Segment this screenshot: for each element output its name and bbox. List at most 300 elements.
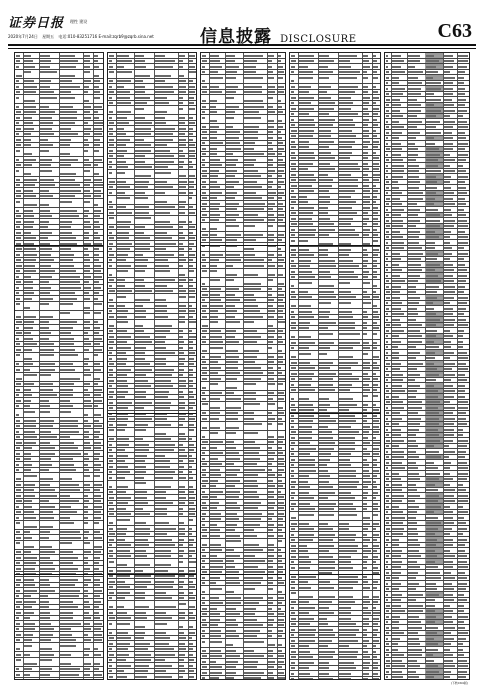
cell-text: [155, 665, 172, 667]
cell-text: [373, 305, 377, 307]
cell-text: [84, 106, 91, 108]
cell-text: [363, 475, 370, 477]
cell-text: [339, 497, 355, 499]
cell-text: [339, 508, 356, 510]
cell-text: [210, 513, 221, 515]
cell-text: [40, 484, 50, 486]
cell-text: [117, 369, 131, 371]
cell-text: [226, 316, 235, 318]
cell-text: [210, 330, 221, 332]
cell-text: [210, 106, 216, 108]
cell-text: [268, 524, 274, 526]
cell-text: [155, 522, 169, 524]
cell-text: [291, 157, 296, 159]
cell-text: [291, 378, 295, 380]
cell-text: [210, 650, 221, 652]
cell-text: [202, 447, 206, 449]
cell-text: [60, 60, 78, 62]
cell-text: [135, 161, 145, 163]
cell-text: [16, 389, 20, 391]
cell-text: [60, 210, 77, 212]
cell-text: [210, 560, 223, 562]
cell-text: [117, 221, 131, 223]
cell-text: [109, 575, 113, 577]
cell-text: [268, 549, 274, 551]
cell-text: [155, 575, 175, 577]
cell-text: [373, 124, 378, 126]
cell-text: [94, 66, 99, 68]
table-row: [108, 106, 196, 115]
cell-text: [319, 623, 328, 625]
cell-text: [299, 119, 314, 121]
cell-text: [299, 508, 315, 510]
cell-text: [268, 71, 273, 73]
cell-text: [135, 550, 146, 552]
cell-text: [40, 500, 49, 502]
cell-text: [291, 196, 296, 198]
cell-text: [363, 587, 370, 589]
cell-text: [40, 506, 55, 508]
cell-text: [60, 179, 75, 181]
cell-text: [299, 130, 314, 132]
cell-text: [155, 466, 170, 468]
cell-text: [109, 670, 112, 672]
cell-text: [299, 459, 315, 461]
cell-text: [210, 347, 223, 349]
table-row: [290, 512, 380, 521]
cell-text: [109, 347, 113, 349]
cell-text: [135, 316, 146, 318]
cell-text: [40, 237, 48, 239]
cell-text: [84, 86, 89, 88]
cell-text: [84, 139, 88, 141]
cell-text: [117, 665, 131, 667]
cell-text: [40, 628, 54, 630]
cell-text: [339, 179, 358, 181]
cell-text: [244, 588, 255, 590]
cell-text: [299, 271, 312, 273]
cell-text: [16, 128, 21, 130]
cell-text: [226, 624, 238, 626]
cell-text: [60, 321, 77, 323]
cell-text: [299, 342, 315, 344]
cell-text: [117, 676, 127, 678]
cell-text: [24, 358, 32, 360]
cell-text: [24, 237, 36, 239]
cell-text: [244, 192, 256, 194]
cell-text: [40, 668, 52, 670]
cell-text: [135, 676, 147, 678]
cell-text: [117, 407, 128, 409]
cell-text: [84, 562, 88, 564]
cell-text: [135, 128, 151, 130]
cell-text: [179, 369, 184, 371]
cell-text: [155, 358, 166, 360]
cell-text: [94, 226, 100, 228]
cell-text: [60, 122, 75, 124]
cell-text: [268, 192, 276, 194]
cell-text: [373, 254, 378, 256]
cell-text: [373, 395, 378, 397]
cell-text: [24, 623, 35, 625]
cell-text: [135, 402, 152, 404]
cell-text: [135, 305, 143, 307]
cell-text: [94, 590, 102, 592]
cell-text: [16, 60, 20, 62]
cell-text: [226, 153, 233, 155]
cell-text: [373, 168, 379, 170]
cell-text: [40, 287, 51, 289]
cell-text: [210, 641, 222, 643]
cell-text: [24, 60, 33, 62]
cell-text: [179, 385, 186, 387]
cell-text: [60, 489, 80, 491]
cell-text: [94, 106, 102, 108]
cell-text: [339, 442, 355, 444]
cell-text: [363, 108, 368, 110]
cell-text: [155, 133, 173, 135]
cell-text: [40, 106, 49, 108]
cell-text: [135, 482, 146, 484]
cell-text: [24, 679, 36, 680]
cell-text: [24, 674, 30, 676]
cell-text: [363, 556, 368, 558]
cell-text: [319, 607, 329, 609]
cell-text: [94, 442, 101, 444]
cell-text: [40, 91, 54, 93]
cell-text: [299, 55, 314, 57]
cell-text: [24, 173, 31, 175]
cell-text: [291, 534, 294, 536]
cell-text: [155, 632, 166, 634]
cell-text: [94, 139, 100, 141]
cell-text: [363, 207, 370, 209]
cell-text: [202, 219, 205, 221]
cell-text: [94, 237, 100, 239]
cell-text: [210, 469, 220, 471]
cell-text: [299, 362, 310, 364]
section-divider: [15, 574, 103, 575]
cell-text: [339, 437, 355, 439]
cell-text: [291, 327, 296, 329]
cell-text: [155, 586, 173, 588]
cell-text: [109, 325, 114, 327]
cell-text: [24, 654, 30, 656]
cell-text: [94, 389, 102, 391]
cell-text: [117, 102, 131, 104]
cell-text: [24, 568, 35, 570]
cell-text: [109, 192, 112, 194]
cell-text: [40, 674, 50, 676]
cell-text: [268, 588, 273, 590]
cell-text: [179, 424, 183, 426]
cell-text: [291, 276, 295, 278]
cell-text: [40, 190, 49, 192]
cell-text: [109, 418, 115, 420]
cell-text: [363, 612, 371, 614]
cell-text: [244, 672, 264, 674]
cell-text: [117, 86, 124, 88]
cell-text: [339, 459, 350, 461]
cell-text: [179, 617, 185, 619]
cell-text: [189, 497, 195, 499]
cell-text: [278, 535, 283, 537]
cell-text: [109, 407, 113, 409]
cell-text: [189, 486, 193, 488]
cell-text: [278, 310, 283, 312]
cell-text: [319, 601, 332, 603]
cell-text: [363, 503, 367, 505]
cell-text: [60, 232, 72, 234]
table-row: [290, 571, 380, 580]
cell-text: [226, 181, 239, 183]
cell-text: [291, 556, 296, 558]
cell-text: [117, 564, 127, 566]
cell-text: [299, 437, 312, 439]
cell-text: [319, 276, 331, 278]
cell-text: [363, 60, 369, 62]
cell-text: [299, 234, 315, 236]
cell-text: [291, 607, 294, 609]
cell-text: [135, 429, 146, 431]
cell-text: [94, 628, 101, 630]
cell-text: [16, 332, 22, 334]
cell-text: [84, 458, 89, 460]
cell-text: [117, 91, 130, 93]
cell-text: [40, 447, 55, 449]
cell-text: [202, 197, 207, 199]
cell-text: [155, 670, 166, 672]
cell-text: [268, 571, 274, 573]
cell-text: [244, 361, 255, 363]
cell-text: [373, 229, 377, 231]
cell-text: [155, 643, 169, 645]
table-row: [201, 95, 285, 104]
cell-text: [117, 508, 126, 510]
cell-text: [202, 502, 206, 504]
cell-text: [135, 391, 146, 393]
table-row: [290, 75, 380, 84]
cell-text: [24, 663, 37, 665]
cell-text: [94, 363, 100, 365]
cell-text: [84, 679, 91, 680]
cell-text: [202, 208, 206, 210]
cell-text: [210, 619, 220, 621]
cell-text: [189, 71, 196, 73]
cell-text: [291, 404, 295, 406]
cell-text: [109, 206, 113, 208]
cell-text: [244, 571, 265, 573]
cell-text: [226, 529, 235, 531]
cell-text: [109, 497, 114, 499]
cell-text: [339, 576, 358, 578]
cell-text: [278, 555, 282, 557]
cell-text: [24, 601, 36, 603]
cell-text: [268, 458, 274, 460]
cell-text: [319, 426, 328, 428]
cell-text: [109, 161, 112, 163]
cell-text: [109, 316, 114, 318]
cell-text: [60, 292, 75, 294]
cell-text: [179, 133, 185, 135]
cell-text: [291, 475, 294, 477]
cell-text: [117, 341, 127, 343]
cell-text: [84, 668, 90, 670]
cell-text: [268, 259, 272, 261]
cell-text: [135, 544, 149, 546]
cell-text: [155, 248, 166, 250]
cell-text: [363, 634, 367, 636]
cell-text: [299, 545, 307, 547]
cell-text: [278, 655, 284, 657]
cell-text: [202, 672, 207, 674]
cell-text: [339, 514, 357, 516]
cell-text: [373, 581, 378, 583]
cell-text: [299, 378, 312, 380]
cell-text: [16, 287, 19, 289]
cell-text: [299, 218, 312, 220]
cell-text: [339, 420, 356, 422]
cell-text: [40, 568, 55, 570]
cell-text: [189, 396, 194, 398]
cell-text: [202, 186, 206, 188]
cell-text: [109, 172, 112, 174]
cell-text: [339, 291, 351, 293]
cell-text: [268, 120, 274, 122]
cell-text: [16, 276, 19, 278]
cell-text: [24, 557, 37, 559]
cell-text: [373, 514, 378, 516]
table-row: [290, 331, 380, 340]
cell-text: [16, 226, 20, 228]
cell-text: [60, 248, 71, 250]
cell-text: [117, 643, 130, 645]
cell-text: [117, 637, 131, 639]
cell-text: [60, 254, 74, 256]
cell-text: [339, 124, 355, 126]
cell-text: [16, 612, 21, 614]
table-row: [15, 353, 103, 362]
cell-text: [189, 155, 195, 157]
cell-text: [117, 139, 130, 141]
cell-text: [291, 623, 296, 625]
cell-text: [94, 232, 98, 234]
cell-text: [339, 561, 351, 563]
cell-text: [244, 100, 263, 102]
cell-text: [244, 513, 262, 515]
newspaper-logo: 证券日报: [8, 16, 65, 31]
cell-text: [373, 66, 378, 68]
cell-text: [16, 447, 20, 449]
cell-text: [94, 150, 99, 152]
cell-text: [84, 436, 89, 438]
cell-text: [244, 164, 254, 166]
table-row: [15, 199, 103, 208]
cell-text: [244, 71, 256, 73]
cell-text: [268, 577, 273, 579]
cell-text: [60, 338, 74, 340]
cell-text: [291, 503, 296, 505]
cell-text: [278, 142, 283, 144]
table-row: [108, 517, 196, 526]
cell-text: [319, 201, 330, 203]
cell-text: [16, 522, 20, 524]
cell-text: [319, 453, 331, 455]
cell-text: [210, 137, 217, 139]
cell-text: [40, 369, 55, 371]
cell-text: [24, 332, 31, 334]
cell-text: [291, 296, 296, 298]
cell-text: [60, 447, 78, 449]
cell-text: [84, 394, 90, 396]
cell-text: [291, 481, 296, 483]
cell-text: [94, 663, 100, 665]
cell-text: [179, 603, 186, 605]
cell-text: [84, 71, 90, 73]
cell-text: [40, 537, 49, 539]
cell-text: [94, 327, 100, 329]
cell-text: [278, 529, 282, 531]
cell-text: [268, 203, 275, 205]
cell-text: [135, 310, 146, 312]
cell-text: [117, 321, 128, 323]
cell-text: [189, 424, 194, 426]
cell-text: [94, 383, 98, 385]
cell-text: [319, 91, 327, 93]
cell-text: [363, 135, 369, 137]
cell-text: [339, 66, 351, 68]
cell-text: [244, 86, 262, 88]
cell-text: [155, 259, 168, 261]
cell-text: [109, 502, 113, 504]
cell-text: [117, 374, 127, 376]
cell-text: [291, 612, 295, 614]
cell-text: [202, 480, 208, 482]
cell-text: [373, 333, 377, 335]
cell-text: [363, 254, 368, 256]
cell-text: [179, 471, 183, 473]
cell-text: [84, 506, 88, 508]
cell-text: [109, 528, 113, 530]
cell-text: [210, 77, 223, 79]
cell-text: [40, 453, 55, 455]
cell-text: [339, 347, 353, 349]
cell-text: [299, 601, 309, 603]
cell-text: [291, 373, 297, 375]
cell-text: [319, 316, 329, 318]
cell-text: [40, 606, 49, 608]
cell-text: [268, 106, 273, 108]
cell-text: [319, 66, 328, 68]
cell-text: [60, 506, 71, 508]
cell-text: [202, 630, 205, 632]
table-row: [15, 70, 103, 79]
cell-text: [278, 91, 284, 93]
cell-text: [179, 175, 186, 177]
cell-text: [268, 164, 273, 166]
cell-text: [291, 420, 294, 422]
cell-text: [109, 352, 112, 354]
cell-text: [84, 522, 88, 524]
table-row: [201, 223, 285, 232]
cell-text: [373, 271, 377, 273]
cell-text: [226, 164, 236, 166]
cell-text: [244, 350, 259, 352]
cell-text: [226, 77, 236, 79]
cell-text: [155, 497, 166, 499]
cell-text: [202, 55, 206, 57]
cell-text: [155, 91, 174, 93]
